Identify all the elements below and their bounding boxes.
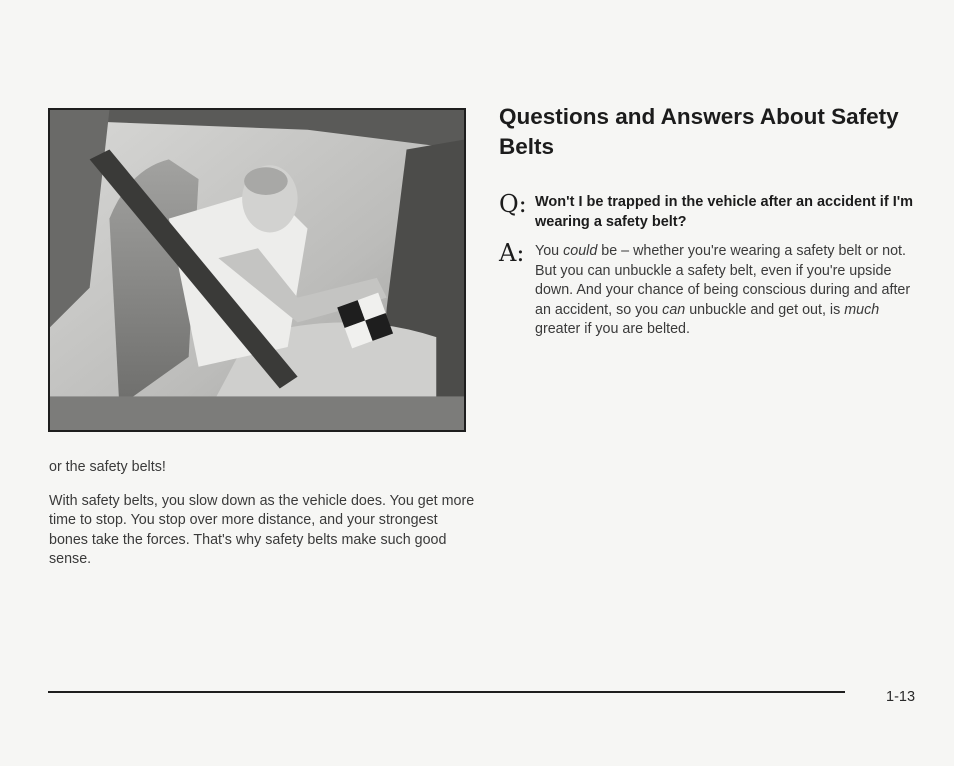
answer-emphasis: could: [563, 243, 598, 259]
footer-rule: [48, 691, 845, 693]
question-text: Won't I be trapped in the vehicle after an accident if I'm wearing a safety belt?: [535, 194, 914, 230]
question-letter: Q:: [499, 190, 527, 218]
page-number: 1-13: [886, 689, 916, 705]
answer-text: [535, 242, 924, 340]
answer-block: [499, 239, 924, 340]
answer-part: greater if you are belted.: [535, 321, 690, 337]
answer-part: be – whether you're wearing a safety belt or not. But you can unbuckle a safety belt, even if you're upside down. And your chance of being conscious during and after an accident, so you: [535, 243, 911, 318]
question-block: [499, 190, 924, 232]
answer-part: You: [535, 243, 564, 259]
answer-emphasis: much: [844, 301, 880, 318]
crash-test-photo-icon: [50, 110, 464, 430]
left-column-text: [49, 458, 479, 584]
crash-test-photo: [48, 108, 466, 432]
answer-emphasis: can: [662, 301, 686, 318]
section-heading: Questions and Answers About Safety Belts: [499, 104, 899, 159]
answer-part: unbuckle and get out, is: [685, 301, 845, 318]
answer-letter: A:: [499, 239, 525, 267]
paragraph-body: With safety belts, you slow down as the vehicle does. You get more time to stop. You stop over more distance, and your strongest bones take the forces. That's why safety belts make such good sense.: [49, 492, 475, 567]
paragraph-intro: or the safety belts!: [49, 459, 166, 475]
